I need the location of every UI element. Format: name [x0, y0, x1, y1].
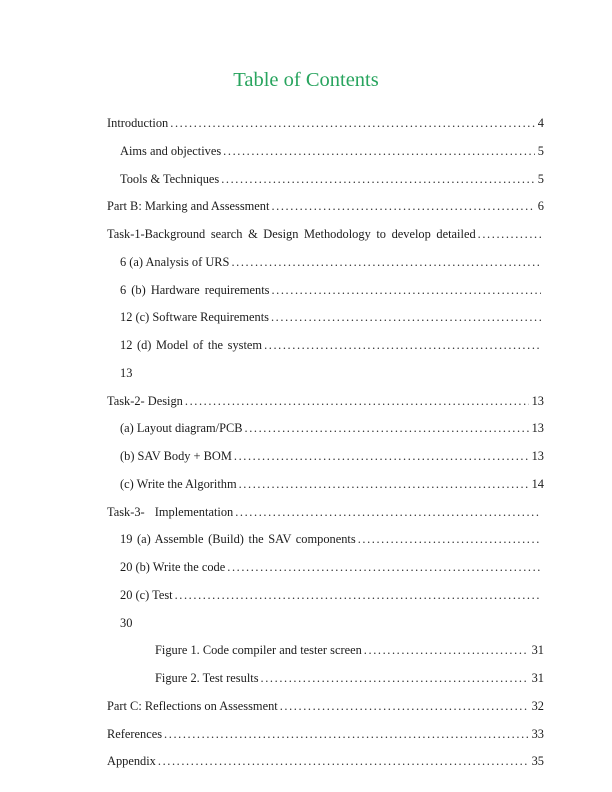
toc-entry-label: Part B: Marking and Assessment: [107, 199, 270, 214]
toc-entry: [107, 721, 544, 749]
toc-entry: [107, 499, 544, 527]
dot-leader: [271, 277, 541, 305]
toc-entry-label: Task-1-Background search & Design Methodology to develop detailed: [107, 227, 476, 241]
toc-entry-label: Task-2- Design: [107, 393, 183, 408]
toc-entry: [107, 388, 544, 416]
toc-entry-label: Part C: Reflections on Assessment: [107, 698, 278, 713]
dot-leader: [231, 249, 541, 277]
dot-leader: [221, 166, 535, 194]
toc-entry-label: 6 (a) Analysis of URS: [120, 254, 230, 269]
toc-entry: [107, 249, 544, 277]
dot-leader: [164, 721, 529, 749]
page-number: 13: [531, 449, 544, 463]
toc-entry: [107, 304, 544, 332]
page-number: 31: [531, 671, 544, 685]
toc-entry: [107, 582, 544, 610]
toc-entry: [107, 610, 544, 638]
toc-entry-label: Figure 2. Test results: [155, 671, 259, 685]
toc-entry-label: 12 (d) Model of the system: [120, 338, 263, 352]
toc-entry: [107, 443, 544, 471]
toc-entry: [107, 748, 544, 776]
toc-entry-label: (c) Write the Algorithm: [120, 476, 237, 491]
toc-entry: [107, 665, 544, 693]
page-number: 32: [531, 698, 544, 713]
page-number: 35: [531, 754, 544, 769]
page-number: 13: [531, 393, 544, 408]
toc-entry-label: Tools & Techniques: [120, 171, 220, 186]
toc-entry-label: 6 (b) Hardware requirements: [120, 282, 270, 297]
toc-title: Table of Contents: [233, 69, 379, 91]
toc-entry-label: (b) SAV Body + BOM: [120, 449, 232, 463]
dot-leader: [280, 693, 529, 721]
page-number: 5: [537, 171, 544, 186]
toc-entry-label: 20 (b) Write the code: [120, 560, 226, 574]
dot-leader: [227, 554, 541, 582]
dot-leader: [239, 471, 529, 499]
toc-entry: [107, 166, 544, 194]
toc-entry: [107, 110, 544, 138]
dot-leader: [175, 582, 541, 610]
toc-entry-label: 19 (a) Assemble (Build) the SAV components: [120, 532, 356, 547]
toc-entry: [107, 637, 544, 665]
toc-entry: [107, 471, 544, 499]
toc-entry-label: 20 (c) Test: [120, 587, 173, 602]
toc-entry-label: Task-3- Implementation: [107, 504, 234, 519]
dot-leader: [264, 332, 541, 360]
toc-entry: [107, 277, 544, 305]
dot-leader: [185, 388, 529, 416]
page-number: 13: [531, 421, 544, 436]
page-number: 4: [537, 116, 544, 130]
toc-entry: [107, 554, 544, 582]
toc-entry-label: References: [107, 726, 163, 741]
dot-leader: [245, 415, 529, 443]
toc-entry: [107, 360, 544, 388]
toc-entry: [107, 526, 544, 554]
dot-leader: [271, 193, 534, 221]
dot-leader: [158, 748, 529, 776]
toc-entry-label: Introduction: [107, 116, 169, 130]
toc-entry: [107, 221, 544, 249]
page-number: 6: [537, 199, 544, 214]
toc-entry: [107, 193, 544, 221]
toc-entry-label: Figure 1. Code compiler and tester screen: [155, 643, 362, 658]
toc-entry-label: 12 (c) Software Requirements: [120, 310, 269, 325]
dot-leader: [235, 499, 541, 527]
dot-leader: [478, 221, 541, 249]
page-number: 31: [531, 643, 544, 658]
toc-entry-label: 13: [120, 365, 133, 380]
toc-entry: [107, 693, 544, 721]
toc-entry-label: 30: [120, 615, 133, 630]
page-number: 5: [537, 143, 544, 158]
toc-entry-label: Aims and objectives: [120, 143, 222, 158]
toc-list: [107, 110, 544, 776]
dot-leader: [170, 110, 535, 138]
dot-leader: [261, 665, 529, 693]
page-number: 14: [531, 476, 544, 491]
page-number: 33: [531, 726, 544, 741]
toc-entry-label: (a) Layout diagram/PCB: [120, 421, 243, 436]
toc-entry: [107, 332, 544, 360]
dot-leader: [364, 637, 529, 665]
toc-entry: [107, 415, 544, 443]
dot-leader: [358, 526, 541, 554]
dot-leader: [271, 304, 541, 332]
toc-entry-label: Appendix: [107, 754, 156, 769]
dot-leader: [223, 138, 535, 166]
dot-leader: [234, 443, 529, 471]
toc-entry: [107, 138, 544, 166]
